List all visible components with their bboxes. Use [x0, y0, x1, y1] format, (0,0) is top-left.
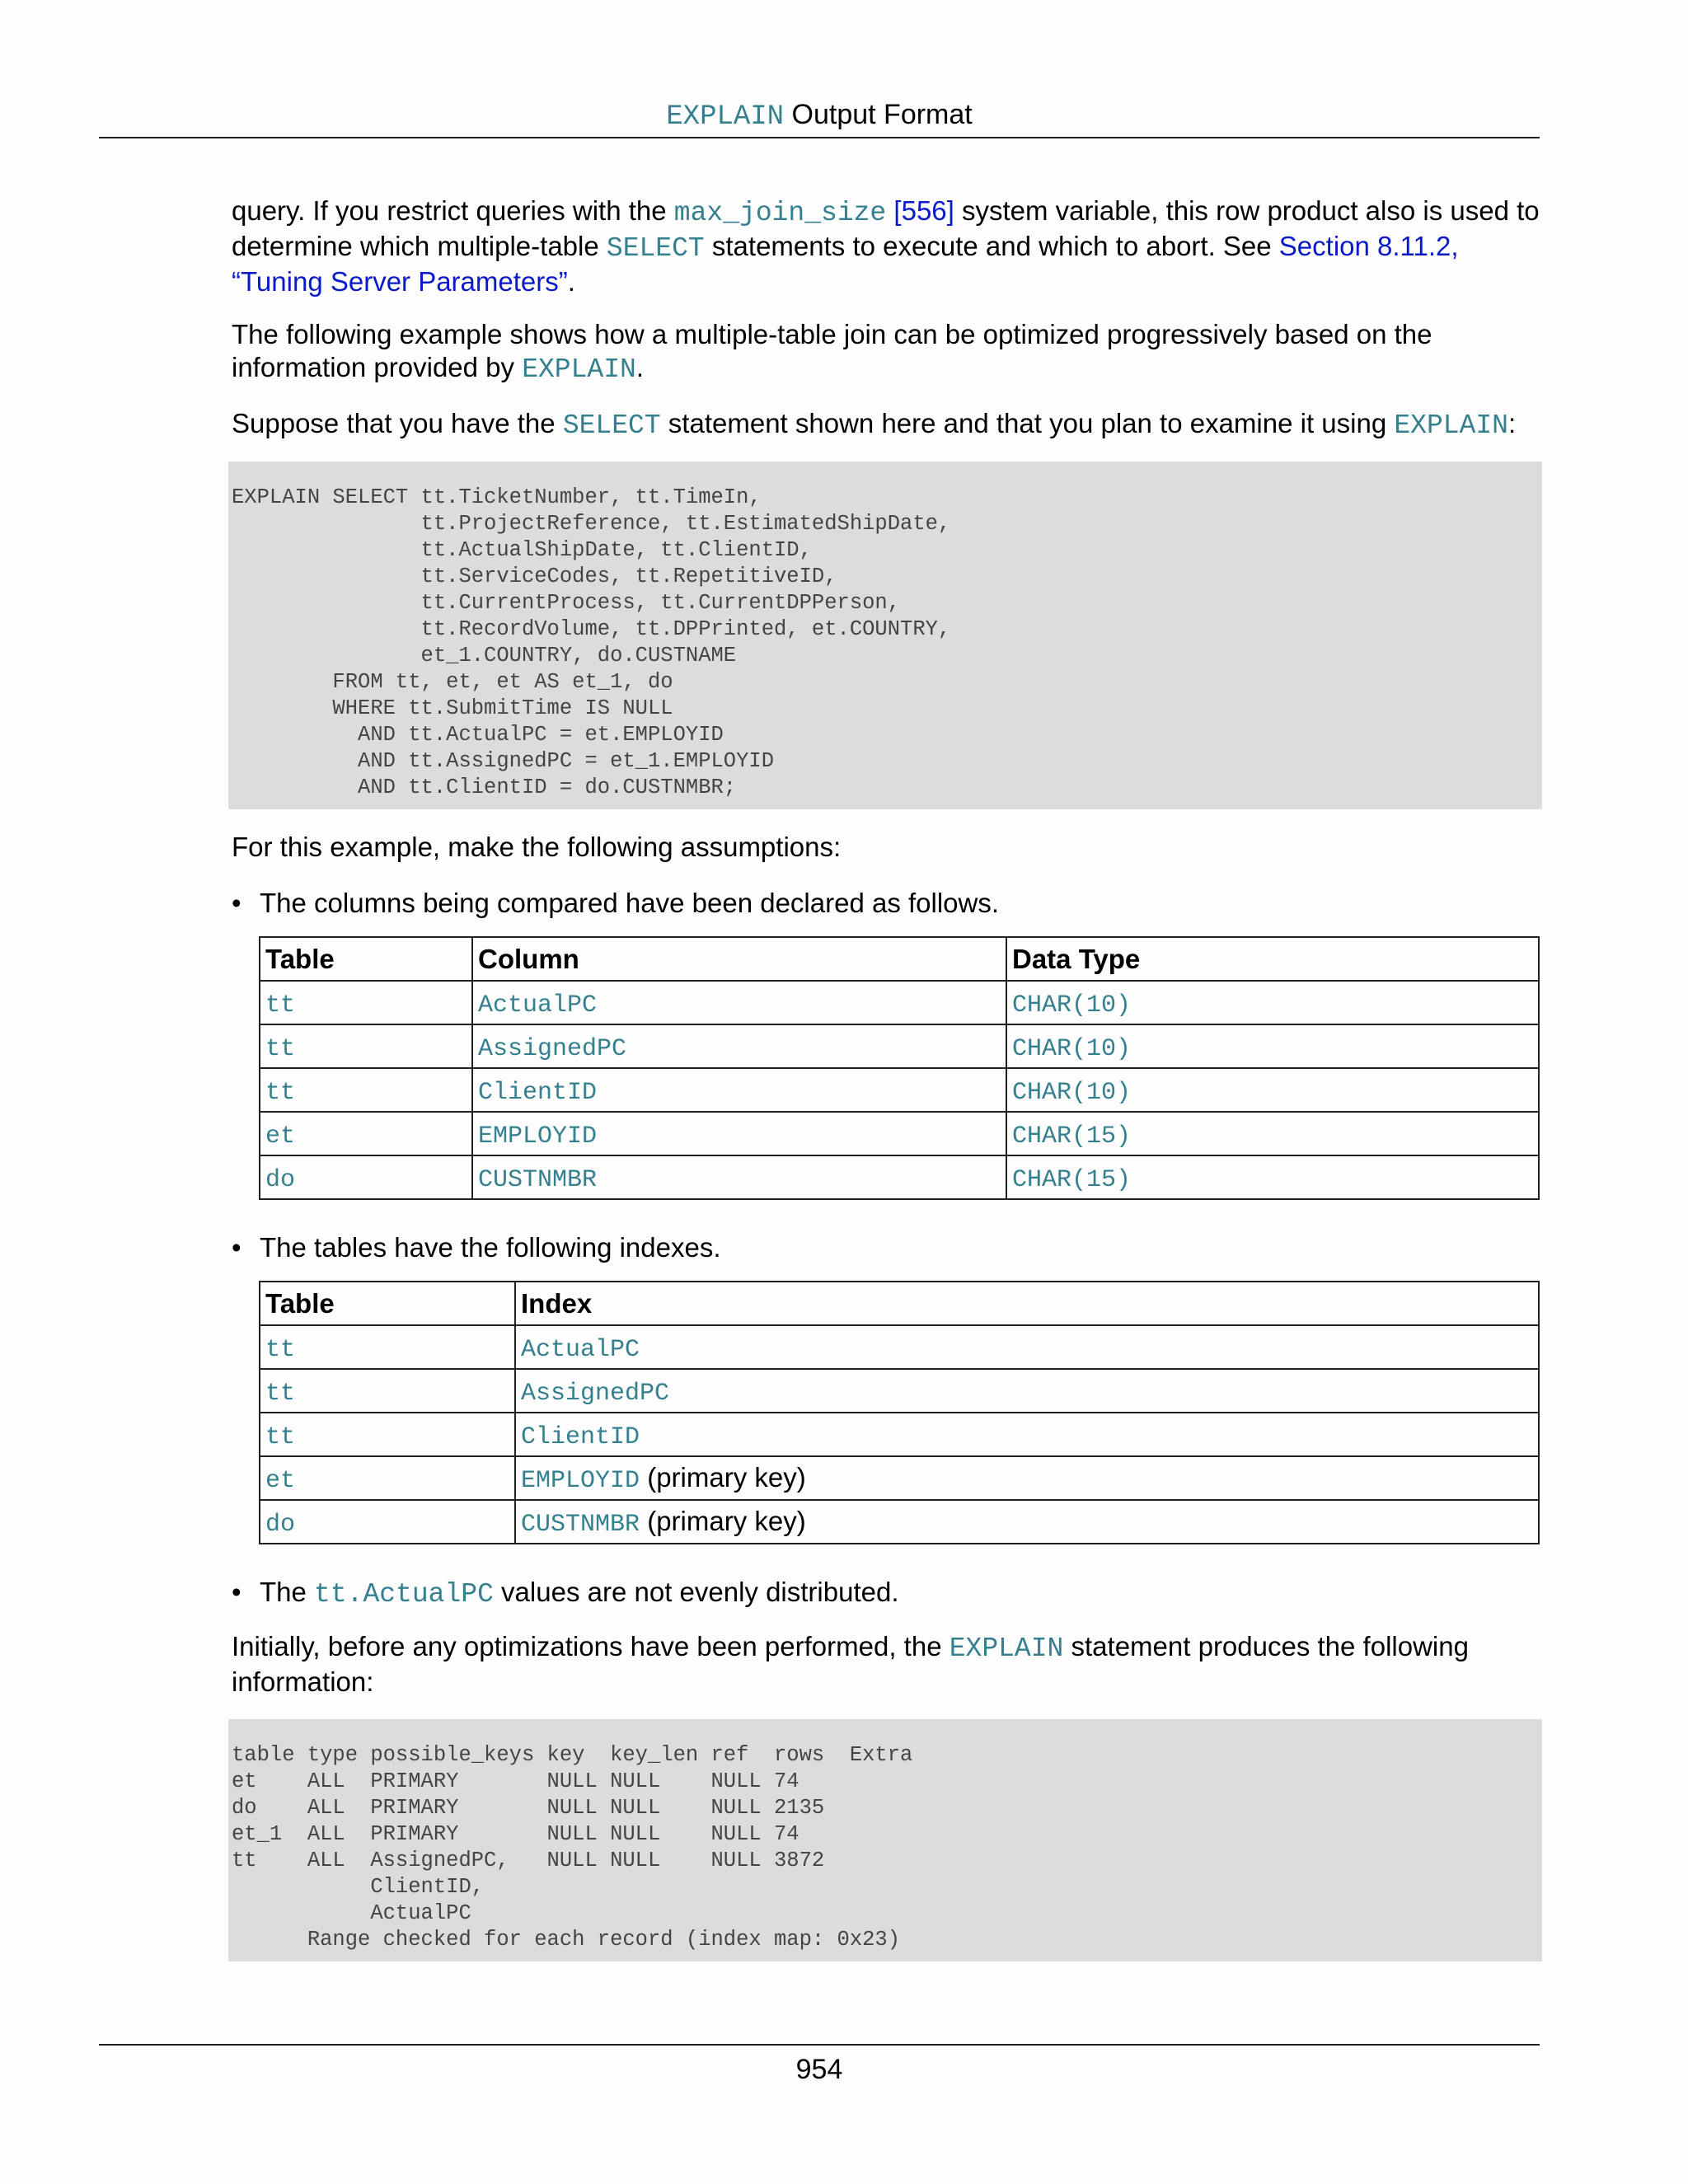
header-cell: Column: [472, 937, 1006, 981]
table-row: [260, 1068, 1539, 1112]
paragraph-assumptions: For this example, make the following assumptions:: [232, 832, 842, 862]
table-link[interactable]: tt: [265, 1078, 296, 1107]
section-link[interactable]: Section 8.11.2, “Tuning Server Parameters”: [232, 231, 1459, 297]
column-link[interactable]: CUSTNMBR: [478, 1165, 598, 1194]
table-row: [260, 1155, 1539, 1199]
select-link[interactable]: SELECT: [606, 233, 705, 264]
text: Suppose that you have the: [232, 408, 563, 438]
paragraph-suppose: [232, 407, 1542, 443]
header-cell: Index: [515, 1282, 1539, 1325]
text: .: [635, 352, 644, 382]
bullet-dot: •: [232, 1577, 241, 1607]
bullet-columns: [232, 887, 999, 920]
table-row: [260, 1112, 1539, 1155]
header-cell: Table: [260, 1282, 515, 1325]
text: statement shown here and that you plan to examine it using: [660, 408, 1395, 438]
bullet-indexes: [232, 1231, 721, 1264]
table-row: [260, 1325, 1539, 1369]
bullet-text: The tables have the following indexes.: [260, 1232, 721, 1263]
table-header-row: [260, 1282, 1539, 1325]
explain-link[interactable]: EXPLAIN: [522, 354, 636, 385]
paragraph-initially: [232, 1630, 1542, 1699]
datatype-link[interactable]: CHAR(15): [1012, 1122, 1132, 1151]
text: statement produces the following information:: [232, 1631, 1469, 1697]
index-link[interactable]: EMPLOYID: [521, 1466, 640, 1495]
index-link[interactable]: AssignedPC: [521, 1379, 670, 1408]
explain-link-3[interactable]: EXPLAIN: [949, 1633, 1064, 1664]
datatype-link[interactable]: CHAR(10): [1012, 991, 1132, 1019]
datatype-link[interactable]: CHAR(10): [1012, 1078, 1132, 1107]
table-row: [260, 1413, 1539, 1456]
table-row: [260, 1500, 1539, 1544]
header-code: EXPLAIN: [666, 101, 785, 133]
bullet-text: The columns being compared have been declared as follows.: [260, 888, 1000, 918]
page-number: 954: [795, 2054, 843, 2085]
bullet-distribution: [232, 1576, 899, 1611]
table-link[interactable]: et: [265, 1466, 296, 1495]
page-header: [99, 96, 1540, 138]
table-link[interactable]: tt: [265, 991, 296, 1019]
index-link[interactable]: CUSTNMBR: [521, 1510, 640, 1539]
actualpc-link[interactable]: tt.ActualPC: [314, 1579, 494, 1610]
code-block-query: EXPLAIN SELECT tt.TicketNumber, tt.TimeIn, tt.ProjectReference, tt.EstimatedShipDate, tt.ActualShipDate, tt.ClientID, tt.ServiceCodes, tt.RepetitiveID, tt.CurrentProcess, tt.CurrentDPPerson, tt.RecordVolume, tt.DPPrinted, et.COUNTRY, et_1.COUNTRY, do.CUSTNAME FROM tt, et, et AS et_1, do WHERE tt.SubmitTime IS NULL AND tt.ActualPC = et.EMPLOYID AND tt.AssignedPC = et_1.EMPLOYID AND tt.ClientID = do.CUSTNMBR;: [228, 462, 1542, 809]
table-header-row: [260, 937, 1539, 981]
columns-table: [259, 936, 1540, 1200]
text: The following example shows how a multiple-table join can be optimized progressively based on the information provided by: [232, 319, 1432, 382]
table-row: [260, 1369, 1539, 1413]
header-title: Output Format: [784, 99, 973, 130]
table-link[interactable]: et: [265, 1122, 296, 1151]
text: system variable, this row product also is used to determine which multiple-table: [232, 195, 1540, 261]
table-link[interactable]: do: [265, 1165, 296, 1194]
column-link[interactable]: ActualPC: [478, 991, 598, 1019]
text: Initially, before any optimizations have been performed, the: [232, 1631, 950, 1661]
index-note: (primary key): [640, 1505, 806, 1536]
text: statements to execute and which to abort. See: [704, 231, 1279, 261]
table-row: [260, 1456, 1539, 1500]
bullet-text: The: [260, 1577, 315, 1607]
header-cell: Table: [260, 937, 472, 981]
text: :: [1507, 408, 1517, 438]
bullet-dot: •: [232, 888, 241, 918]
paragraph-example: [232, 318, 1542, 387]
table-row: [260, 981, 1539, 1024]
table-link[interactable]: tt: [265, 1034, 296, 1063]
table-link[interactable]: tt: [265, 1335, 296, 1364]
datatype-link[interactable]: CHAR(10): [1012, 1034, 1132, 1063]
table-link[interactable]: tt: [265, 1422, 296, 1451]
bullet-text: values are not evenly distributed.: [493, 1577, 899, 1607]
index-note: (primary key): [640, 1461, 806, 1493]
table-row: [260, 1024, 1539, 1068]
column-link[interactable]: ClientID: [478, 1078, 598, 1107]
indexes-table: [259, 1281, 1540, 1544]
code-block-explain-output: table type possible_keys key key_len ref rows Extra et ALL PRIMARY NULL NULL NULL 74 do ALL PRIMARY NULL NULL NULL 2135 et_1 ALL PRIMARY NULL NULL NULL 74 tt ALL AssignedPC, NULL NULL NULL 3872 ClientID, ActualPC Range checked for each record (index map: 0x23): [228, 1719, 1542, 1961]
column-link[interactable]: EMPLOYID: [478, 1122, 598, 1151]
page-footer: [99, 2044, 1540, 2086]
max-join-size-link[interactable]: max_join_size: [673, 198, 887, 228]
explain-link-2[interactable]: EXPLAIN: [1394, 410, 1508, 441]
bullet-dot: •: [232, 1232, 241, 1263]
column-link[interactable]: AssignedPC: [478, 1034, 627, 1063]
ref-556-link[interactable]: [556]: [893, 195, 954, 226]
select-link-2[interactable]: SELECT: [562, 410, 661, 441]
index-link[interactable]: ClientID: [521, 1422, 640, 1451]
table-link[interactable]: tt: [265, 1379, 296, 1408]
index-link[interactable]: ActualPC: [521, 1335, 640, 1364]
text: .: [567, 266, 575, 297]
text: query. If you restrict queries with the: [232, 195, 674, 226]
table-link[interactable]: do: [265, 1510, 296, 1539]
header-cell: Data Type: [1006, 937, 1539, 981]
paragraph-intro: [232, 194, 1542, 298]
datatype-link[interactable]: CHAR(15): [1012, 1165, 1132, 1194]
